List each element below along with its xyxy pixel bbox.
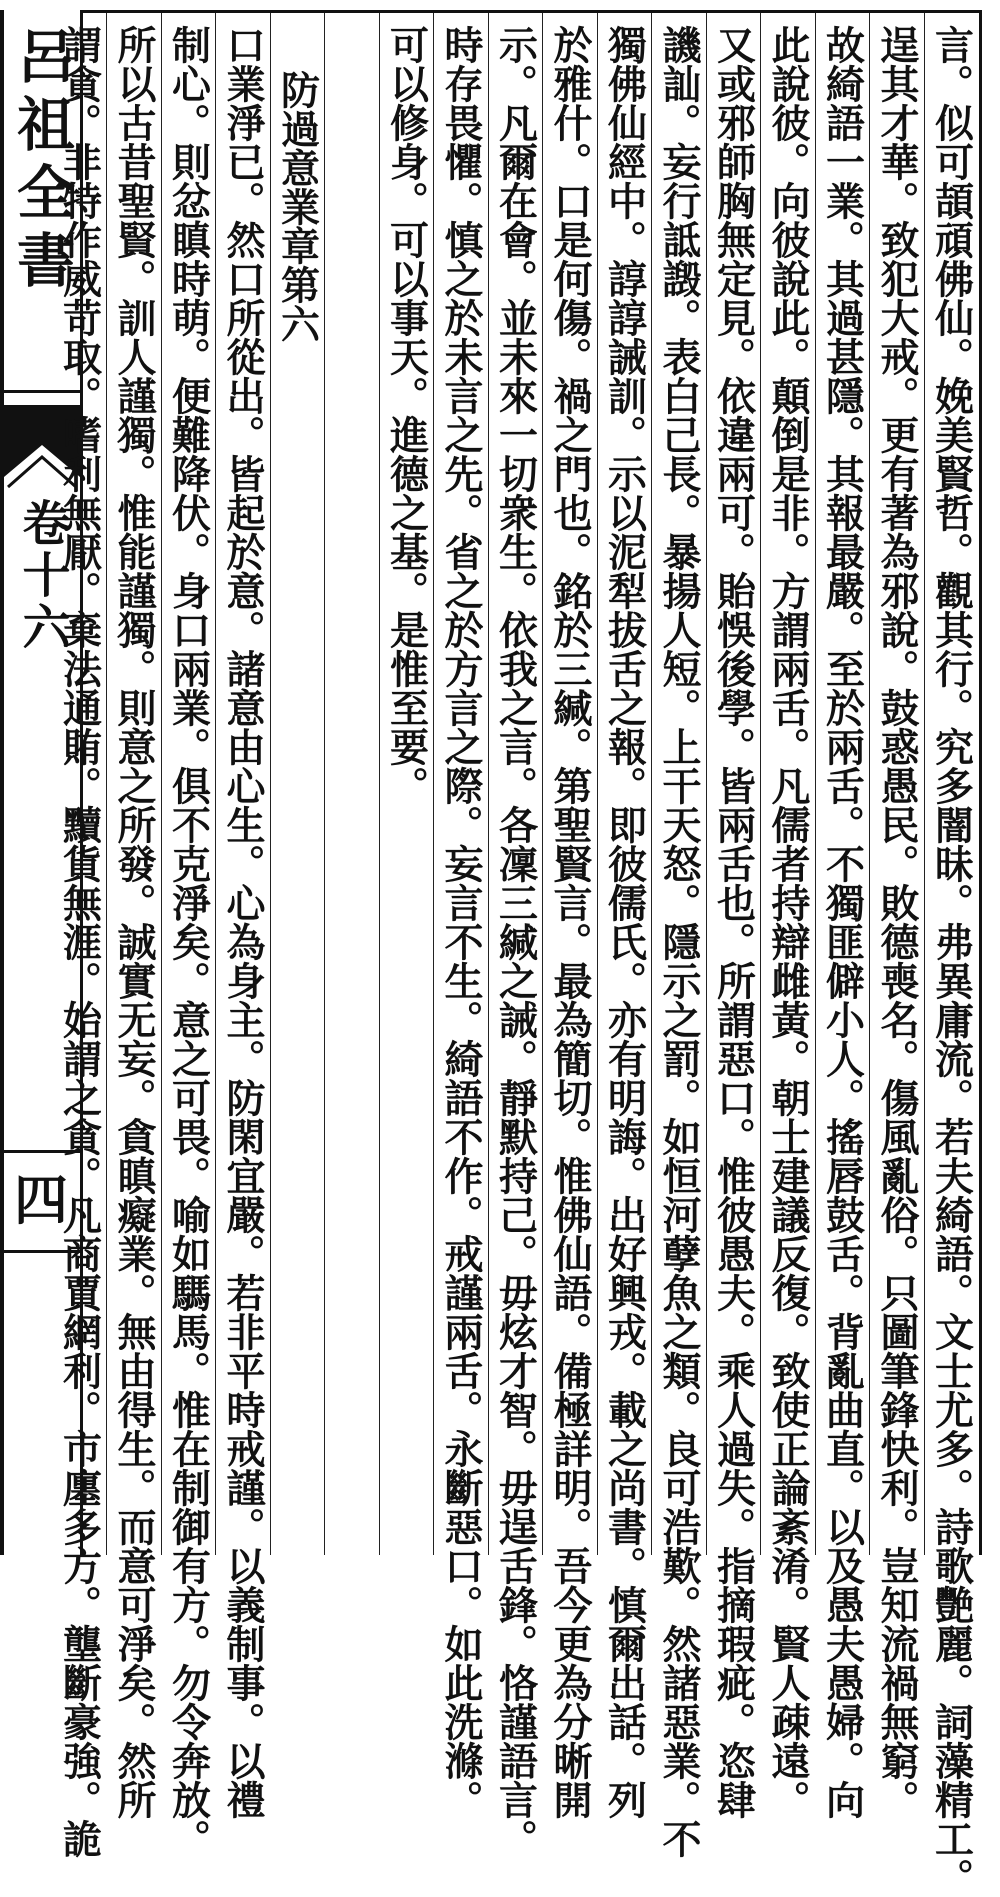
text-column <box>707 13 762 1819</box>
column-text: 於雅什。口是何傷。禍之門也。銘於三緘。第聖賢言。最為簡切。惟佛仙語。備極詳明。吾今更為分晰開 <box>547 25 593 1819</box>
text-column <box>870 13 925 1819</box>
volume-label: 卷十六 <box>14 498 70 654</box>
book-title: 呂祖全書 <box>7 26 75 298</box>
column-text: 言。似可頡頑佛仙。娩美賢哲。觀其行。究多闇昧。弗異庸流。若夫綺語。文士尤多。詩歌艷麗。詞藻精工。 <box>928 25 975 1897</box>
text-frame <box>56 10 982 1897</box>
column-text: 制心。則忿瞋時萌。便難降伏。身口兩業。俱不克淨矣。意之可畏。喻如騳馬。惟在制御有方。勿令奔放。 <box>165 25 212 1858</box>
column-text: 此說彼。向彼說此。顛倒是非。方謂兩舌。凡儒者持辯雌黃。朝士建議反復。致使正論紊淆。賢人疎遠。 <box>765 25 811 1819</box>
text-column <box>107 13 162 1819</box>
text-column-blank <box>325 13 380 1555</box>
text-column <box>543 13 598 1819</box>
column-text: 可以修身。可以事天。進德之基。是惟至要。 <box>383 25 430 805</box>
column-text: 示。凡爾在會。並未來一切衆生。依我之言。各凜三緘之誡。靜默持己。毋炫才智。毋逞舌鋒。恪謹語言。 <box>492 25 539 1858</box>
text-column <box>162 13 217 1858</box>
text-column <box>380 13 435 1555</box>
column-text: 故綺語一業。其過甚隱。其報最嚴。至於兩舌。不獨匪僻小人。搖唇鼓舌。背亂曲直。以及愚夫愚婦。向 <box>819 25 866 1819</box>
text-column <box>53 13 108 1858</box>
column-text: 獨佛仙經中。諄諄誡訓。示以泥犁拔舌之報。即彼儒氏。亦有明誨。出好興戎。載之尚書。慎爾出話。列 <box>601 25 648 1819</box>
text-column <box>598 13 653 1819</box>
text-column <box>652 13 707 1858</box>
text-column <box>761 13 816 1819</box>
text-columns <box>56 13 979 1897</box>
chapter-heading: 防過意業章第六 <box>274 70 321 343</box>
chapter-heading-column <box>271 13 326 1555</box>
column-text: 時存畏懼。慎之於未言之先。省之於方言之際。妄言不生。綺語不作。戒謹兩舌。永斷惡口。如此洗滌。 <box>438 25 484 1819</box>
text-column <box>434 13 489 1819</box>
column-text: 逞其才華。致犯大戒。更有著為邪說。鼓惑愚民。敗德喪名。傷風亂俗。只圖筆鋒快利。豈知流禍無窮。 <box>874 25 920 1819</box>
column-text: 譏訕。妄行詆譭。表白己長。暴揚人短。上干天怒。隱示之罰。如恒河孽魚之類。良可浩歎。然諸惡業。不 <box>656 25 702 1858</box>
column-text: 又或邪師胸無定見。依違兩可。貽悞後學。皆兩舌也。所謂惡口。惟彼愚夫。乘人過失。指摘瑕疵。恣肆 <box>710 25 757 1819</box>
text-column <box>489 13 544 1858</box>
text-column <box>816 13 871 1819</box>
column-text: 所以古昔聖賢。訓人謹獨。惟能謹獨。則意之所發。誠實无妄。貪瞋癡業。無由得生。而意可淨矣。然所 <box>111 25 157 1819</box>
page-number: 四 <box>14 1168 68 1232</box>
column-text: 口業淨已。然口所從出。皆起於意。諸意由心生。心為身主。防閑宜嚴。若非平時戒謹。以義制事。以禮 <box>220 25 266 1819</box>
text-column <box>216 13 271 1819</box>
column-text: 謂貪。非特作威苛取。嗜利無厭。棄法通賄。黷貨無涯。始謂之貪。凡商賈網利。市廛多方。壟斷豪強。詭 <box>56 25 103 1858</box>
text-column <box>925 13 980 1897</box>
